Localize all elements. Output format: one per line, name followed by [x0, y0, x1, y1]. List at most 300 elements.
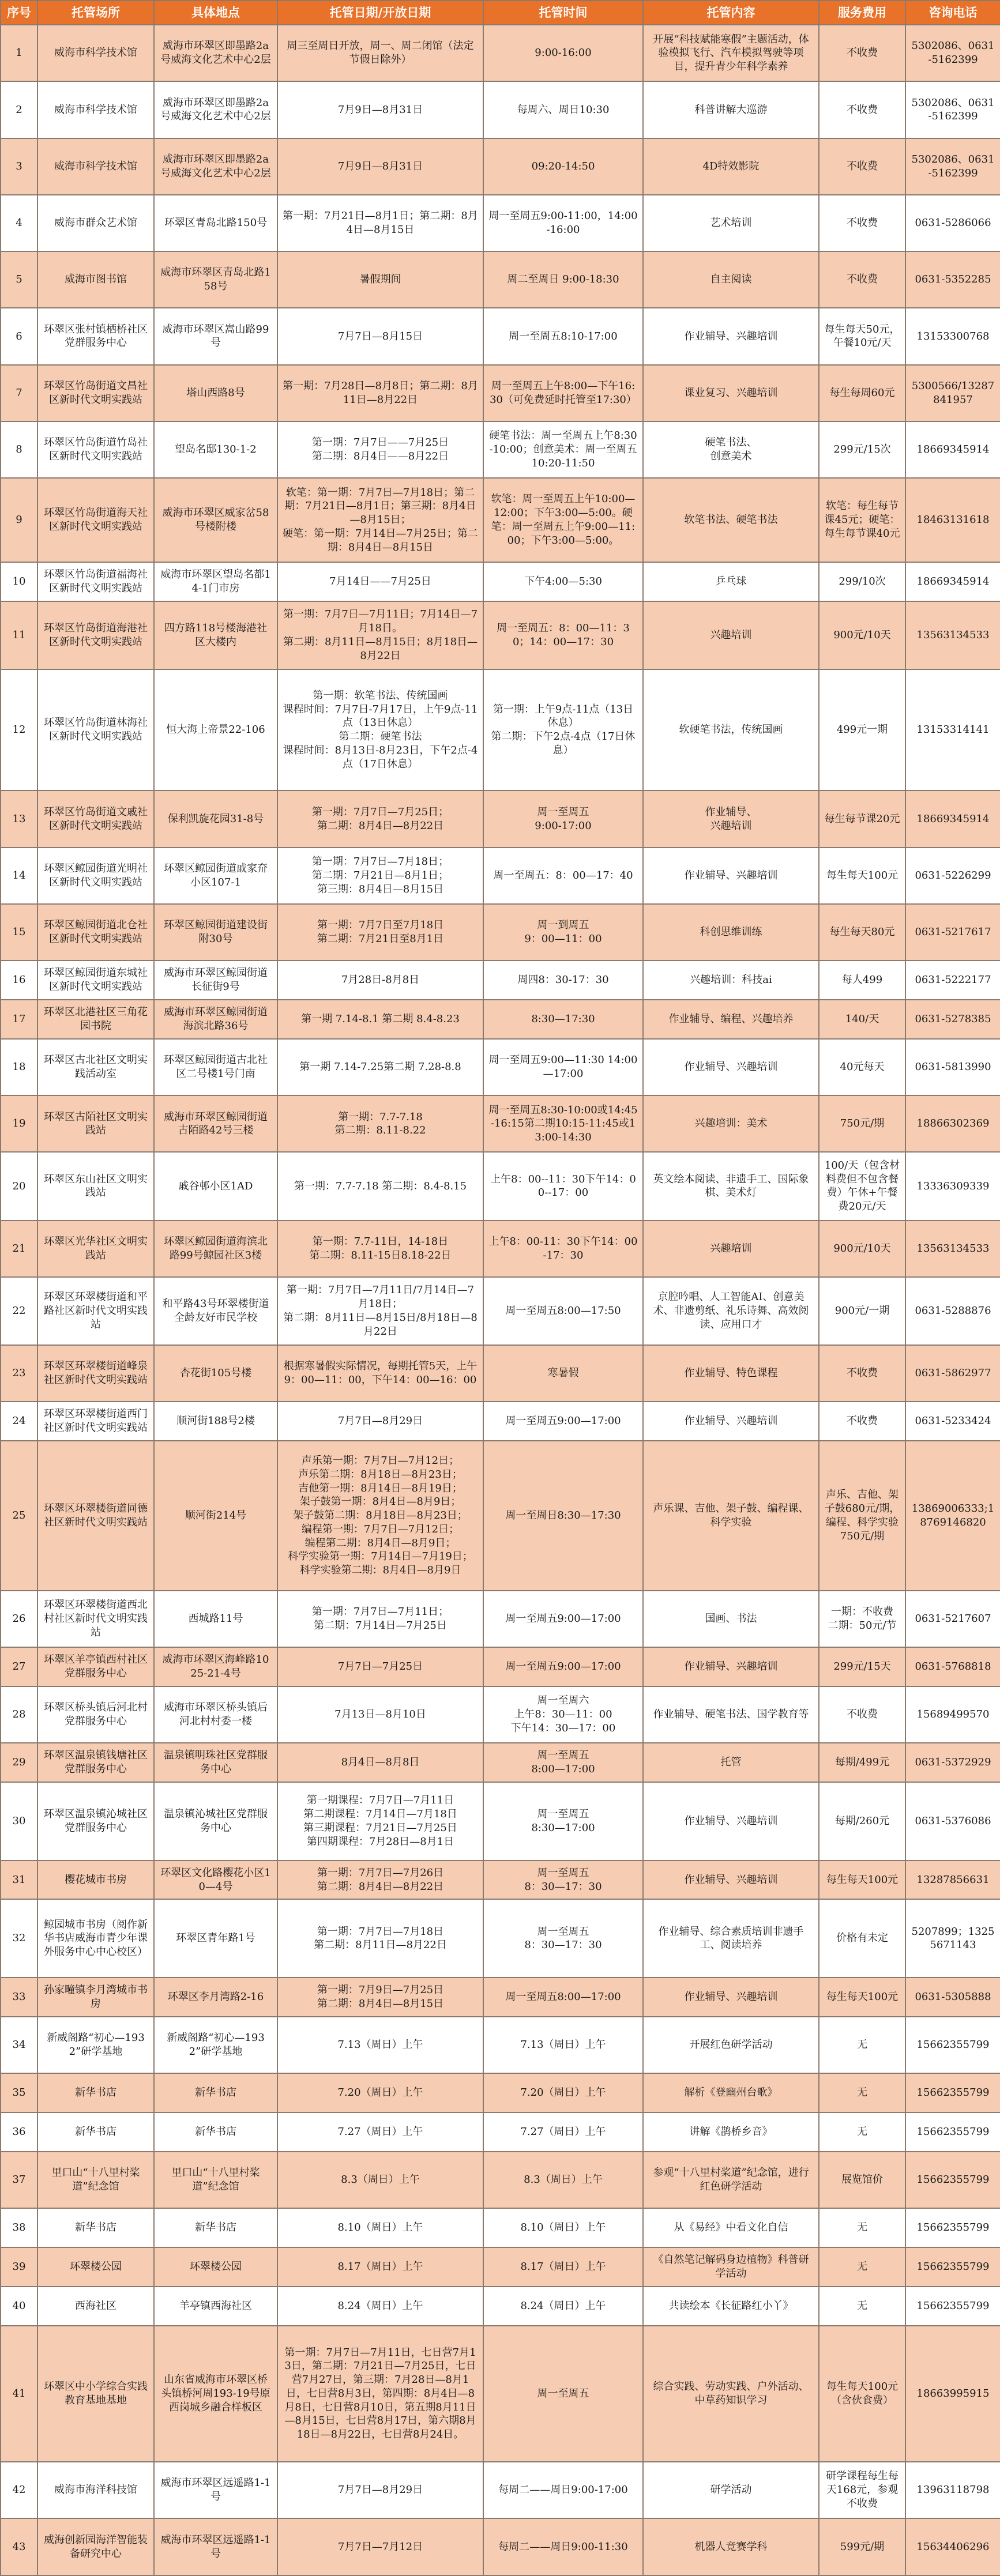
cell-venue: 威海市科学技术馆	[37, 25, 154, 81]
cell-address: 威海市环翠区嵩山路99号	[154, 308, 277, 364]
cell-fee: 750元/期	[819, 1095, 905, 1152]
table-row	[1, 904, 1000, 961]
cell-address: 威海市环翠区远遥路1-1号	[154, 2462, 277, 2518]
cell-hours: 上午8：00--11：30下午14：00--17：00	[483, 1152, 643, 1220]
cell-address: 顺河街188号2楼	[154, 1402, 277, 1441]
cell-no: 13	[1, 790, 37, 847]
cell-hours: 周一至周五8:00—17:50	[483, 1277, 643, 1345]
cell-no: 15	[1, 904, 37, 961]
cell-content: 声乐课、吉他、架子鼓、编程课、科学实验	[643, 1441, 819, 1591]
cell-no: 29	[1, 1743, 37, 1782]
cell-content: 科普讲解大巡游	[643, 81, 819, 138]
cell-address: 环翠区李月湾路2-16	[154, 1978, 277, 2017]
cell-phone: 0631-5217617	[905, 904, 1000, 961]
cell-venue: 环翠区环翠楼街道和平路社区新时代文明实践站	[37, 1277, 154, 1345]
cell-venue: 环翠区竹岛街道海港社区新时代文明实践站	[37, 601, 154, 669]
cell-no: 25	[1, 1441, 37, 1591]
cell-dates: 第一期：7月7日—7月18日； 第二期：7月21日—8月1日； 第三期：8月4日—8月15日	[277, 848, 483, 904]
cell-address: 恒大海上帝景22-106	[154, 669, 277, 791]
cell-content: 作业辅导、编程、兴趣培养	[643, 1000, 819, 1039]
cell-hours: 寒暑假	[483, 1345, 643, 1402]
cell-dates: 第一期：7月7日—7月11日/7月14日—7月18日； 第二期：8月11日—8月15日/8月18日—8月22日	[277, 1277, 483, 1345]
cell-no: 38	[1, 2208, 37, 2247]
cell-phone: 18669345914	[905, 790, 1000, 847]
table-row	[1, 1345, 1000, 1402]
cell-phone: 13563134533	[905, 1221, 1000, 1277]
cell-address: 环翠区鲸园街道戚家夼小区107-1	[154, 848, 277, 904]
table-row	[1, 562, 1000, 601]
header-fee: 服务费用	[819, 1, 905, 25]
cell-venue: 环翠区环翠楼街道西门社区新时代文明实践站	[37, 1402, 154, 1441]
cell-venue: 环翠区鲸园街道光明社区新时代文明实践站	[37, 848, 154, 904]
cell-hours: 下午4:00—5:30	[483, 562, 643, 601]
cell-address: 威海市环翠区海峰路1025-21-4号	[154, 1647, 277, 1686]
cell-hours: 7.27（周日）上午	[483, 2112, 643, 2152]
cell-hours: 周一至周五 8：30—17：30	[483, 1861, 643, 1900]
cell-hours: 周一至周五：8：00—11：30；14：00—17：30	[483, 601, 643, 669]
cell-phone: 5207899；13255671143	[905, 1899, 1000, 1978]
cell-no: 34	[1, 2017, 37, 2073]
cell-content: 国画、书法	[643, 1591, 819, 1647]
cell-phone: 0631-5862977	[905, 1345, 1000, 1402]
cell-no: 27	[1, 1647, 37, 1686]
cell-phone: 0631-5372929	[905, 1743, 1000, 1782]
cell-dates: 第一期：软笔书法、传统国画 课程时间：7月7日-7月17日，上午9点-11点（13日休息） 第二期：硬笔书法 课程时间：8月13日-8月23日，下午2点-4点（17日休息）	[277, 669, 483, 791]
cell-content: 作业辅导、兴趣培训	[643, 308, 819, 364]
cell-no: 39	[1, 2247, 37, 2287]
cell-venue: 环翠区鲸园街道北仓社区新时代文明实践站	[37, 904, 154, 961]
cell-hours: 8.10（周日）上午	[483, 2208, 643, 2247]
cell-phone: 18669345914	[905, 421, 1000, 478]
cell-venue: 威海创新园海洋智能装备研究中心	[37, 2518, 154, 2575]
cell-phone: 15662355799	[905, 2073, 1000, 2112]
header-venue: 托管场所	[37, 1, 154, 25]
table-row	[1, 601, 1000, 669]
cell-no: 22	[1, 1277, 37, 1345]
cell-hours: 周一至周五 9:00-17:00	[483, 790, 643, 847]
cell-phone: 13153300768	[905, 308, 1000, 364]
cell-fee: 不收费	[819, 195, 905, 251]
cell-content: 艺术培训	[643, 195, 819, 251]
cell-fee: 无	[819, 2208, 905, 2247]
cell-dates: 7月7日—8月29日	[277, 2462, 483, 2518]
cell-dates: 第一期课程：7月7日—7月11日 第二期课程：7月14日—7月18日 第三期课程：7月21日—7月25日 第四期课程：7月28日—8月1日	[277, 1782, 483, 1861]
cell-fee: 每期/260元	[819, 1782, 905, 1861]
cell-hours: 7.20（周日）上午	[483, 2073, 643, 2112]
table-body	[1, 25, 1000, 2575]
cell-dates: 第一期 7.14-7.25第二期 7.28-8.8	[277, 1039, 483, 1095]
table-row	[1, 961, 1000, 1000]
cell-fee: 599元/期	[819, 2518, 905, 2575]
cell-phone: 15662355799	[905, 2017, 1000, 2073]
cell-hours: 周一至周六 上午8：30—11：00 下午14：30—17：00	[483, 1686, 643, 1743]
cell-content: 作业辅导、兴趣培训	[643, 1402, 819, 1441]
cell-dates: 第一期：7.7-11日，14-18日 第二期：8.11-15日8.18-22日	[277, 1221, 483, 1277]
cell-dates: 周三至周日开放，周一、周二闭馆（法定节假日除外）	[277, 25, 483, 81]
cell-fee: 100/天（包含材料费但不包含餐费）午休+午餐费20元/天	[819, 1152, 905, 1220]
cell-venue: 环翠区环翠楼街道同德社区新时代文明实践站	[37, 1441, 154, 1591]
cell-dates: 第一期：7月21日—8月1日；第二期：8月4日—8月15日	[277, 195, 483, 251]
header-row	[1, 1, 1000, 25]
table-row	[1, 195, 1000, 251]
cell-no: 16	[1, 961, 37, 1000]
cell-hours: 09:20-14:50	[483, 138, 643, 195]
cell-no: 7	[1, 365, 37, 421]
cell-address: 环翠区鲸园街道建设街附30号	[154, 904, 277, 961]
cell-content: 乒乓球	[643, 562, 819, 601]
table-row	[1, 1152, 1000, 1220]
cell-hours: 周一至周五9:00-11:00，14:00-16:00	[483, 195, 643, 251]
cell-dates: 根据寒暑假实际情况，每期托管5天，上午9：00—11：00，下午14：00—16：00	[277, 1345, 483, 1402]
table-row	[1, 308, 1000, 364]
cell-venue: 孙家疃镇李月湾城市书房	[37, 1978, 154, 2017]
cell-dates: 8.3（周日）上午	[277, 2152, 483, 2208]
cell-no: 4	[1, 195, 37, 251]
cell-content: 作业辅导、兴趣培训	[643, 1039, 819, 1095]
cell-venue: 鲸园城市书房（阅作新华书店威海市青少年课外服务中心中心校区）	[37, 1899, 154, 1978]
cell-address: 温泉镇明珠社区党群服务中心	[154, 1743, 277, 1782]
cell-dates: 第一期 7.14-8.1 第二期 8.4-8.23	[277, 1000, 483, 1039]
cell-content: 解析《登幽州台歌》	[643, 2073, 819, 2112]
cell-address: 新华书店	[154, 2208, 277, 2247]
cell-no: 24	[1, 1402, 37, 1441]
cell-fee: 不收费	[819, 1402, 905, 1441]
cell-no: 2	[1, 81, 37, 138]
cell-address: 塔山西路8号	[154, 365, 277, 421]
cell-venue: 环翠区鲸园街道东城社区新时代文明实践站	[37, 961, 154, 1000]
cell-phone: 13963118798	[905, 2462, 1000, 2518]
cell-phone: 0631-5226299	[905, 848, 1000, 904]
cell-fee: 900元/一期	[819, 1277, 905, 1345]
cell-fee: 声乐、吉他、架子鼓680元/期，编程、科学实验750元/期	[819, 1441, 905, 1591]
cell-phone: 0631-5305888	[905, 1978, 1000, 2017]
cell-phone: 0631-5376086	[905, 1782, 1000, 1861]
table-row	[1, 790, 1000, 847]
cell-dates: 7月7日—7月12日	[277, 2518, 483, 2575]
cell-no: 43	[1, 2518, 37, 2575]
cell-content: 软硬笔书法，传统国画	[643, 669, 819, 791]
cell-venue: 环翠区北港社区三角花园书院	[37, 1000, 154, 1039]
cell-address: 威海市环翠区鲸园街道长征街9号	[154, 961, 277, 1000]
cell-address: 新威阁路“初心—1932”研学基地	[154, 2017, 277, 2073]
cell-hours: 8.3（周日）上午	[483, 2152, 643, 2208]
header-content: 托管内容	[643, 1, 819, 25]
cell-dates: 第一期：7.7-7.18 第二期：8.4-8.15	[277, 1152, 483, 1220]
table-row	[1, 81, 1000, 138]
header-dates: 托管日期/开放日期	[277, 1, 483, 25]
table-row	[1, 1899, 1000, 1978]
cell-no: 1	[1, 25, 37, 81]
cell-no: 21	[1, 1221, 37, 1277]
cell-hours: 8.17（周日）上午	[483, 2247, 643, 2287]
table-row	[1, 1591, 1000, 1647]
cell-dates: 8.17（周日）上午	[277, 2247, 483, 2287]
cell-dates: 第一期：7月9日—7月25日 第二期：8月4日—8月15日	[277, 1978, 483, 2017]
cell-address: 威海市环翠区威家岔58号楼附楼	[154, 478, 277, 562]
cell-phone: 15689499570	[905, 1686, 1000, 1743]
cell-venue: 威海市图书馆	[37, 251, 154, 308]
cell-address: 威海市环翠区桥头镇后河北村村委一楼	[154, 1686, 277, 1743]
cell-address: 和平路43号环翠楼街道全龄友好市民学校	[154, 1277, 277, 1345]
cell-phone: 5302086、0631-5162399	[905, 81, 1000, 138]
cell-address: 新华书店	[154, 2073, 277, 2112]
header-no: 序号	[1, 1, 37, 25]
cell-hours: 周一至周五9:00—17:00	[483, 1591, 643, 1647]
cell-phone: 13336309339	[905, 1152, 1000, 1220]
cell-phone: 13869006333;18769146820	[905, 1441, 1000, 1591]
cell-venue: 环翠区张村镇栖桥社区党群服务中心	[37, 308, 154, 364]
cell-address: 威海市环翠区即墨路2a号威海文化艺术中心2层	[154, 81, 277, 138]
cell-venue: 环翠区光华社区文明实践站	[37, 1221, 154, 1277]
header-phone: 咨询电话	[905, 1, 1000, 25]
cell-venue: 环翠区桥头镇后河北村党群服务中心	[37, 1686, 154, 1743]
table-row	[1, 669, 1000, 791]
cell-content: 作业辅导、硬笔书法、国学教育等	[643, 1686, 819, 1743]
cell-dates: 7月28日-8月8日	[277, 961, 483, 1000]
cell-dates: 第一期：7月7日—7月11日； 第二期：7月14日—7月25日	[277, 1591, 483, 1647]
cell-no: 28	[1, 1686, 37, 1743]
cell-dates: 7月9日—8月31日	[277, 81, 483, 138]
cell-content: 自主阅读	[643, 251, 819, 308]
cell-no: 41	[1, 2326, 37, 2462]
cell-address: 威海市环翠区鲸园街道古陌路42号三楼	[154, 1095, 277, 1152]
cell-phone: 0631-5813990	[905, 1039, 1000, 1095]
cell-address: 四方路118号楼海港社区大楼内	[154, 601, 277, 669]
table-row	[1, 2247, 1000, 2287]
cell-fee: 无	[819, 2112, 905, 2152]
cell-address: 环翠区青年路1号	[154, 1899, 277, 1978]
cell-dates: 声乐第一期：7月7日—7月12日； 声乐第二期：8月18日—8月23日； 吉他第一期：8月14日—8月19日； 架子鼓第一期：8月4日—8月9日； 架子鼓第二期：8月18日—8月23日； 编程第一期：7月7日—7月12日； 编程第二期：8月4日—8月9日； 科学实验第一期：7月14日—7月19日； 科学实验第二期：8月4日—8月9日	[277, 1441, 483, 1591]
cell-content: 《自然笔记解码身边植物》科普研学活动	[643, 2247, 819, 2287]
cell-dates: 软笔：第一期：7月7日—7月18日；第二期：7月21日—8月1日；第三期：8月4日—8月15日； 硬笔：第一期：7月14日—7月25日；第二期：8月4日—8月15日	[277, 478, 483, 562]
cell-hours: 每周六、周日10:30	[483, 81, 643, 138]
cell-hours: 周一至周日8:30—17:30	[483, 1441, 643, 1591]
cell-venue: 环翠区环翠楼街道峰泉社区新时代文明实践站	[37, 1345, 154, 1402]
cell-fee: 无	[819, 2073, 905, 2112]
cell-address: 环翠楼公园	[154, 2247, 277, 2287]
cell-phone: 18669345914	[905, 562, 1000, 601]
cell-address: 威海市环翠区望岛名都14-1门市房	[154, 562, 277, 601]
cell-venue: 环翠区竹岛街道竹岛社区新时代文明实践站	[37, 421, 154, 478]
cell-fee: 每人499	[819, 961, 905, 1000]
cell-venue: 威海市群众艺术馆	[37, 195, 154, 251]
cell-fee: 每期/499元	[819, 1743, 905, 1782]
cell-venue: 环翠区竹岛街道福海社区新时代文明实践站	[37, 562, 154, 601]
cell-content: 作业辅导、 兴趣培训	[643, 790, 819, 847]
cell-fee: 每生每节课20元	[819, 790, 905, 847]
cell-dates: 7月14日——7月25日	[277, 562, 483, 601]
cell-content: 机器人竞赛学科	[643, 2518, 819, 2575]
cell-fee: 不收费	[819, 251, 905, 308]
cell-hours: 8:30—17:30	[483, 1000, 643, 1039]
table-row	[1, 251, 1000, 308]
cell-fee: 不收费	[819, 138, 905, 195]
cell-no: 14	[1, 848, 37, 904]
cell-content: 研学活动	[643, 2462, 819, 2518]
cell-venue: 环翠区温泉镇沁城社区党群服务中心	[37, 1782, 154, 1861]
cell-phone: 13563134533	[905, 601, 1000, 669]
cell-content: 共读绘本《长征路红小丫》	[643, 2287, 819, 2326]
cell-venue: 樱花城市书房	[37, 1861, 154, 1900]
cell-dates: 7.27（周日）上午	[277, 2112, 483, 2152]
cell-hours: 周一至周五：8：00—17：40	[483, 848, 643, 904]
cell-no: 35	[1, 2073, 37, 2112]
cell-phone: 13153314141	[905, 669, 1000, 791]
cell-fee: 900元/10天	[819, 1221, 905, 1277]
cell-content: 英文绘本阅读、非遗手工、国际象棋、美术灯	[643, 1152, 819, 1220]
cell-venue: 新华书店	[37, 2208, 154, 2247]
cell-phone: 0631-5286066	[905, 195, 1000, 251]
cell-no: 19	[1, 1095, 37, 1152]
cell-venue: 环翠区羊亭镇西村社区党群服务中心	[37, 1647, 154, 1686]
cell-content: 作业辅导、特色课程	[643, 1345, 819, 1402]
cell-address: 羊亭镇西海社区	[154, 2287, 277, 2326]
table-row	[1, 1277, 1000, 1345]
cell-fee: 每生每天100元	[819, 1861, 905, 1900]
cell-address: 环翠区青岛北路150号	[154, 195, 277, 251]
cell-venue: 威海市科学技术馆	[37, 81, 154, 138]
cell-dates: 7月13日—8月10日	[277, 1686, 483, 1743]
cell-hours: 上午8：00-11：30下午14：00-17：30	[483, 1221, 643, 1277]
cell-no: 42	[1, 2462, 37, 2518]
cell-hours: 周一至周五 8:30—17:00	[483, 1782, 643, 1861]
cell-hours: 每周二——周日9:00-11:30	[483, 2518, 643, 2575]
cell-no: 26	[1, 1591, 37, 1647]
table-row	[1, 2462, 1000, 2518]
cell-address: 西城路11号	[154, 1591, 277, 1647]
cell-phone: 15662355799	[905, 2112, 1000, 2152]
cell-address: 威海市环翠区青岛北路158号	[154, 251, 277, 308]
cell-dates: 第一期：7.7-7.18 第二期：8.11-8.22	[277, 1095, 483, 1152]
table-row	[1, 478, 1000, 562]
cell-address: 里口山“十八里村桨道”纪念馆	[154, 2152, 277, 2208]
cell-fee: 900元/10天	[819, 601, 905, 669]
cell-no: 17	[1, 1000, 37, 1039]
cell-content: 讲解《鹊桥乡音》	[643, 2112, 819, 2152]
cell-fee: 140/天	[819, 1000, 905, 1039]
cell-no: 20	[1, 1152, 37, 1220]
cell-address: 望岛名邸130-1-2	[154, 421, 277, 478]
cell-hours: 周二至周日 9:00-18:30	[483, 251, 643, 308]
table-row	[1, 1782, 1000, 1861]
cell-content: 作业辅导、兴趣培训	[643, 1647, 819, 1686]
table-row	[1, 365, 1000, 421]
cell-no: 36	[1, 2112, 37, 2152]
cell-no: 18	[1, 1039, 37, 1095]
table-row	[1, 25, 1000, 81]
cell-content: 综合实践、劳动实践、户外活动、中草药知识学习	[643, 2326, 819, 2462]
cell-phone: 0631-5352285	[905, 251, 1000, 308]
cell-phone: 15662355799	[905, 2208, 1000, 2247]
cell-address: 顺河街214号	[154, 1441, 277, 1591]
cell-address: 戚谷邨小区1AD	[154, 1152, 277, 1220]
cell-fee: 价格有未定	[819, 1899, 905, 1978]
cell-dates: 暑假期间	[277, 251, 483, 308]
table-row	[1, 1441, 1000, 1591]
cell-venue: 环翠区竹岛街道海天社区新时代文明实践站	[37, 478, 154, 562]
cell-hours: 8.24（周日）上午	[483, 2287, 643, 2326]
table-row	[1, 1978, 1000, 2017]
cell-hours: 9:00-16:00	[483, 25, 643, 81]
cell-content: 开展“科技赋能寒假”主题活动，体验模拟飞行、汽车模拟驾驶等项目，提升青少年科学素养	[643, 25, 819, 81]
cell-content: 兴趣培训	[643, 601, 819, 669]
cell-no: 30	[1, 1782, 37, 1861]
cell-hours: 周一至周五上午8:00—下午16:30（可免费延时托管至17:30）	[483, 365, 643, 421]
table-row	[1, 1743, 1000, 1782]
cell-hours: 周一至周五	[483, 2326, 643, 2462]
cell-fee: 每生每周60元	[819, 365, 905, 421]
cell-venue: 新威阁路“初心—1932”研学基地	[37, 2017, 154, 2073]
cell-no: 33	[1, 1978, 37, 2017]
cell-fee: 每生每天50元，午餐10元/天	[819, 308, 905, 364]
table-row	[1, 2208, 1000, 2247]
cell-fee: 不收费	[819, 1345, 905, 1402]
table-row	[1, 2287, 1000, 2326]
cell-venue: 新华书店	[37, 2112, 154, 2152]
cell-phone: 15634406296	[905, 2518, 1000, 2575]
cell-content: 课业复习、兴趣培训	[643, 365, 819, 421]
cell-hours: 周一到周五 9：00—11：00	[483, 904, 643, 961]
cell-fee: 不收费	[819, 81, 905, 138]
cell-no: 3	[1, 138, 37, 195]
cell-venue: 环翠区竹岛街道文戚社区新时代文明实践站	[37, 790, 154, 847]
cell-address: 威海市环翠区即墨路2a号威海文化艺术中心2层	[154, 138, 277, 195]
cell-venue: 环翠楼公园	[37, 2247, 154, 2287]
cell-fee: 每生每天80元	[819, 904, 905, 961]
header-hours: 托管时间	[483, 1, 643, 25]
cell-venue: 环翠区环翠楼街道西北村社区新时代文明实践站	[37, 1591, 154, 1647]
cell-no: 37	[1, 2152, 37, 2208]
cell-fee: 无	[819, 2247, 905, 2287]
cell-content: 兴趣培训：科技ai	[643, 961, 819, 1000]
cell-no: 32	[1, 1899, 37, 1978]
cell-address: 温泉镇沁城社区党群服务中心	[154, 1782, 277, 1861]
cell-no: 10	[1, 562, 37, 601]
table-row	[1, 2073, 1000, 2112]
cell-address: 山东省威海市环翠区桥头镇桥河周193-19号原西岗城乡融合样板区	[154, 2326, 277, 2462]
cell-address: 威海市环翠区鲸园街道海滨北路36号	[154, 1000, 277, 1039]
cell-content: 作业辅导、兴趣培训	[643, 1861, 819, 1900]
table-row	[1, 1095, 1000, 1152]
cell-dates: 7.13（周日）上午	[277, 2017, 483, 2073]
cell-dates: 第一期：7月7日—7月11日，七日营7月13日，第二期：7月21日—7月25日，七日营7月27日，第三期：7月28日—8月1日，七日营8月3日，第四期：8月4日—8月8日，七日营8月10日，第五期8月11日—8月15日，七日营8月17日，第六期8月18日—8月22日，七日营8月24日。	[277, 2326, 483, 2462]
cell-fee: 软笔：每生每节课45元；硬笔：每生每节课40元	[819, 478, 905, 562]
cell-fee: 展览馆价	[819, 2152, 905, 2208]
cell-address: 威海市环翠区远遥路1-1号	[154, 2518, 277, 2575]
cell-dates: 第一期：7月7日—7月11日；7月14日—7月18日。 第二期：8月11日—8月15日；8月18日—8月22日	[277, 601, 483, 669]
table-row	[1, 2112, 1000, 2152]
cell-fee: 299元/15次	[819, 421, 905, 478]
cell-fee: 一期：不收费 二期：50元/节	[819, 1591, 905, 1647]
cell-hours: 周一至周五8:10-17:00	[483, 308, 643, 364]
cell-no: 9	[1, 478, 37, 562]
cell-hours: 周一至周五9:00—17:00	[483, 1402, 643, 1441]
cell-dates: 第一期：7月7日——7月25日 第二期：8月4日——8月22日	[277, 421, 483, 478]
cell-dates: 7月7日—8月29日	[277, 1402, 483, 1441]
cell-content: 科创思维训练	[643, 904, 819, 961]
cell-hours: 每周二——周日9:00-17:00	[483, 2462, 643, 2518]
cell-fee: 无	[819, 2017, 905, 2073]
cell-fee: 每生每天100元	[819, 848, 905, 904]
cell-venue: 环翠区东山社区文明实践站	[37, 1152, 154, 1220]
cell-dates: 第一期：7月7日—7月18日 第二期：8月11日—8月22日	[277, 1899, 483, 1978]
header-address: 具体地点	[154, 1, 277, 25]
cell-no: 11	[1, 601, 37, 669]
cell-phone: 0631-5222177	[905, 961, 1000, 1000]
cell-hours: 周一至周五9:00—11:30 14:00—17:00	[483, 1039, 643, 1095]
cell-phone: 5302086、0631-5162399	[905, 25, 1000, 81]
table-row	[1, 1221, 1000, 1277]
